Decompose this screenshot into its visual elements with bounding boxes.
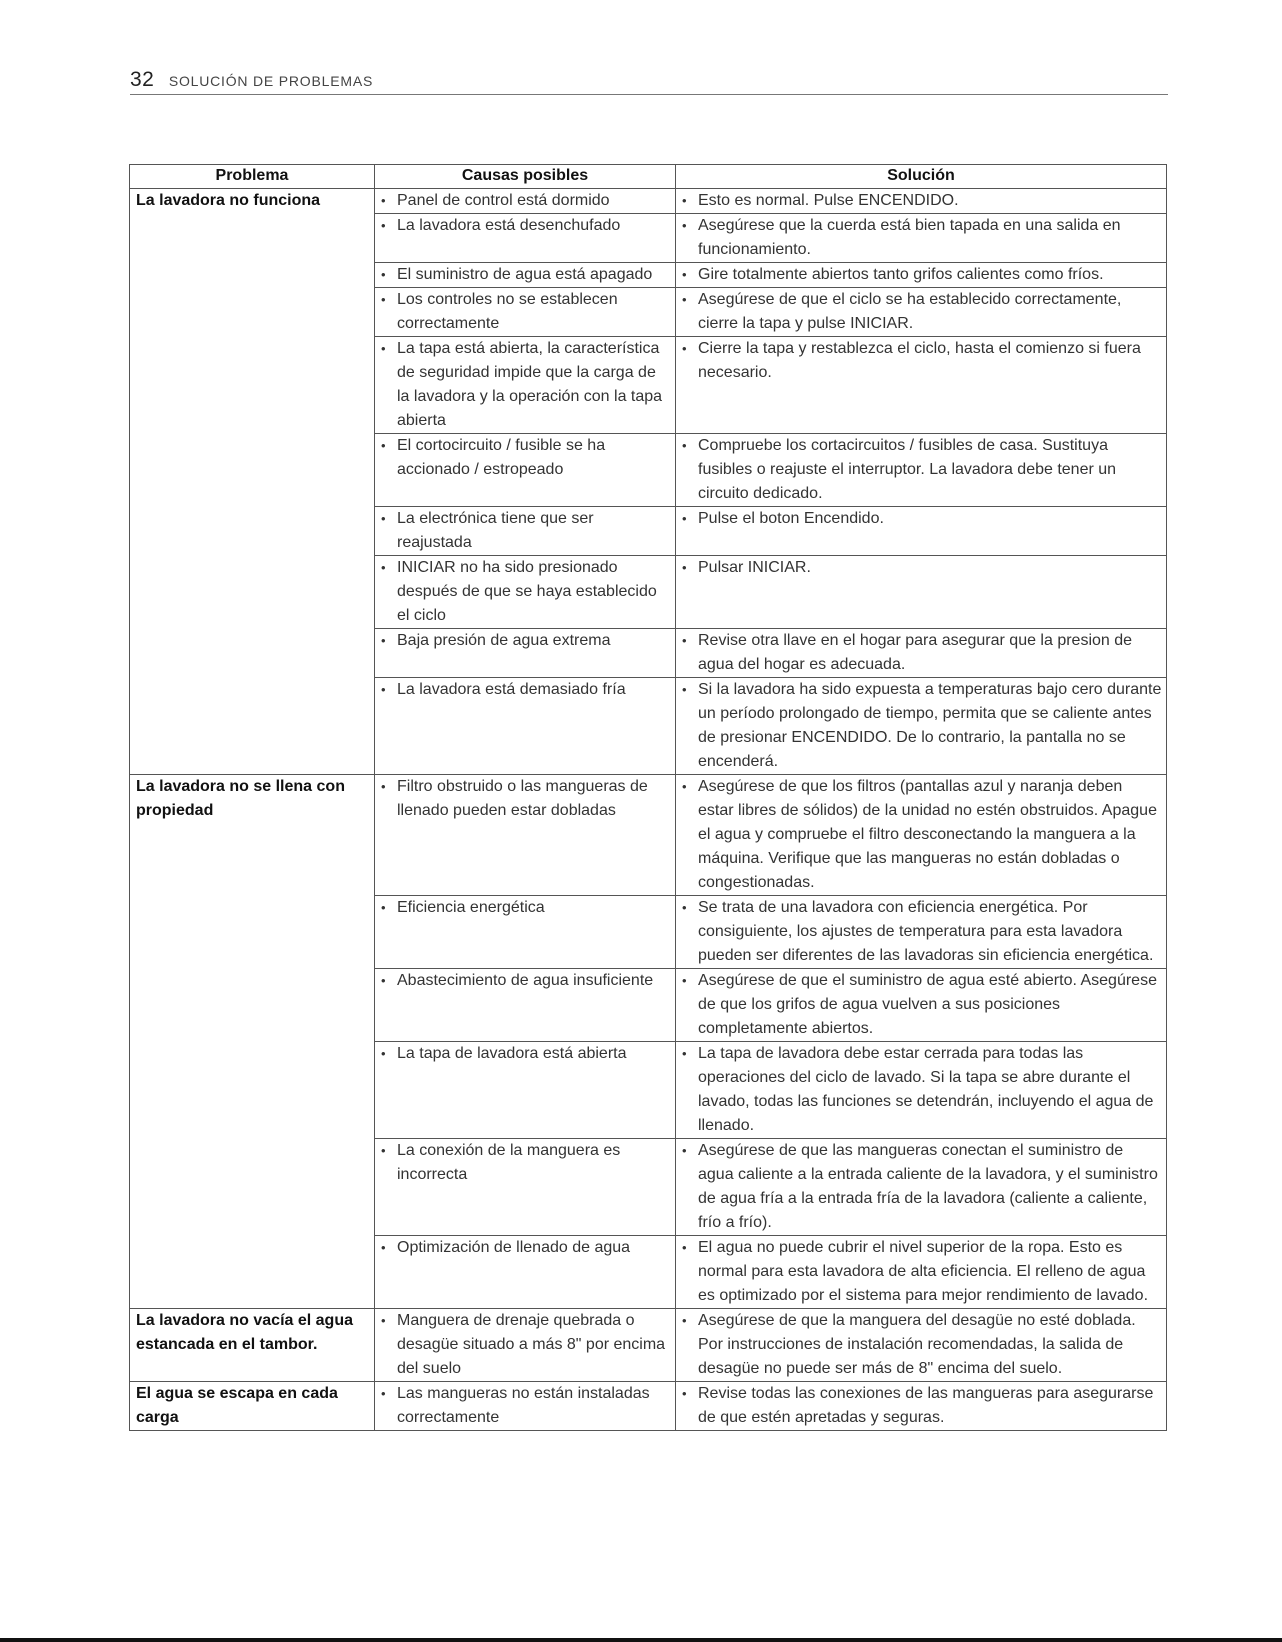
table-header-row (130, 165, 1167, 189)
bullet-icon: • (381, 1313, 386, 1328)
cause-text: La electrónica tiene que ser reajustada (397, 510, 594, 551)
bullet-icon: • (381, 1046, 386, 1061)
cause-cell (375, 263, 676, 288)
bullet-icon: • (381, 218, 386, 233)
bullet-icon: • (381, 779, 386, 794)
solution-text: Pulse el boton Encendido. (698, 510, 884, 527)
bullet-icon: • (381, 1240, 386, 1255)
solution-text: Se trata de una lavadora con eficiencia energética. Por consiguiente, los ajustes de temperatura para esta lavadora pueden ser diferentes de las lavadoras sin eficiencia energética. (698, 899, 1154, 964)
solution-cell (676, 1042, 1167, 1139)
solution-text: Asegúrese de que el suministro de agua esté abierto. Asegúrese de que los grifos de agua vuelven a sus posiciones completamente abiertos. (698, 972, 1157, 1037)
problem-cell: La lavadora no vacía el agua estancada en el tambor. (130, 1309, 375, 1382)
cause-text: Baja presión de agua extrema (397, 632, 611, 649)
bullet-icon: • (381, 292, 386, 307)
cause-text: Panel de control está dormido (397, 192, 610, 209)
cause-cell (375, 969, 676, 1042)
table-row (130, 189, 1167, 214)
cause-text: La conexión de la manguera es incorrecta (397, 1142, 621, 1183)
bullet-icon: • (682, 1386, 687, 1401)
solution-text: Revise todas las conexiones de las mangueras para asegurarse de que estén apretadas y seguras. (698, 1385, 1154, 1426)
section-title: SOLUCIÓN DE PROBLEMAS (168, 73, 374, 89)
cause-cell (375, 1236, 676, 1309)
table-body (130, 189, 1167, 1431)
cause-text: Manguera de drenaje quebrada o desagüe situado a más 8" por encima del suelo (397, 1312, 666, 1377)
bullet-icon: • (381, 560, 386, 575)
solution-text: Pulsar INICIAR. (698, 559, 811, 576)
bullet-icon: • (682, 1046, 687, 1061)
column-header-problem: Problema (130, 165, 375, 189)
solution-cell (676, 189, 1167, 214)
solution-text: Asegúrese de que los filtros (pantallas azul y naranja deben estar libres de sólidos) de la unidad no estén obstruidos. Apague el agua y compruebe el filtro desconectando la manguera a la máquina. Verifique que las mangueras no están dobladas o congestionadas. (698, 778, 1157, 891)
solution-cell (676, 678, 1167, 775)
cause-text: La tapa de lavadora está abierta (397, 1045, 627, 1062)
bullet-icon: • (381, 682, 386, 697)
solution-text: El agua no puede cubrir el nivel superior de la ropa. Esto es normal para esta lavadora de alta eficiencia. El relleno de agua es optimizado por el sistema para mejor rendimiento de lavado. (698, 1239, 1149, 1304)
bullet-icon: • (381, 1143, 386, 1158)
solution-text: La tapa de lavadora debe estar cerrada para todas las operaciones del ciclo de lavado. Si la tapa se abre durante el lavado, todas las funciones se detendrán, incluyendo el agua de llenado. (698, 1045, 1154, 1134)
bullet-icon: • (381, 267, 386, 282)
solution-cell (676, 434, 1167, 507)
solution-cell (676, 288, 1167, 337)
solution-cell (676, 1309, 1167, 1382)
problem-cell: La lavadora no funciona (130, 189, 375, 775)
bullet-icon: • (682, 900, 687, 915)
cause-text: La lavadora está demasiado fría (397, 681, 626, 698)
bullet-icon: • (682, 1143, 687, 1158)
solution-text: Asegúrese de que el ciclo se ha establecido correctamente, cierre la tapa y pulse INICIAR. (698, 291, 1122, 332)
bullet-icon: • (682, 779, 687, 794)
table-row (130, 1309, 1167, 1382)
bullet-icon: • (682, 438, 687, 453)
solution-text: Asegúrese de que la manguera del desagüe no esté doblada. Por instrucciones de instalación recomendadas, la salida de desagüe no puede ser más de 8" encima del suelo. (698, 1312, 1136, 1377)
solution-text: Compruebe los cortacircuitos / fusibles de casa. Sustituya fusibles o reajuste el interruptor. La lavadora debe tener un circuito dedicado. (698, 437, 1117, 502)
solution-text: Asegúrese de que las mangueras conectan el suministro de agua caliente a la entrada caliente de la lavadora, y el suministro de agua fría a la entrada fría de la lavadora (caliente a caliente, frío a frío). (698, 1142, 1158, 1231)
solution-text: Cierre la tapa y restablezca el ciclo, hasta el comienzo si fuera necesario. (698, 340, 1141, 381)
bullet-icon: • (682, 633, 687, 648)
troubleshooting-table (129, 164, 1167, 1431)
cause-cell (375, 775, 676, 896)
problem-cell: El agua se escapa en cada carga (130, 1382, 375, 1431)
column-header-causes: Causas posibles (375, 165, 676, 189)
bullet-icon: • (682, 1240, 687, 1255)
page-header (130, 68, 1168, 95)
bullet-icon: • (381, 973, 386, 988)
bullet-icon: • (682, 560, 687, 575)
cause-text: Filtro obstruido o las mangueras de llenado pueden estar dobladas (397, 778, 648, 819)
cause-text: El suministro de agua está apagado (397, 266, 653, 283)
cause-text: La lavadora está desenchufado (397, 217, 621, 234)
bullet-icon: • (682, 292, 687, 307)
solution-cell (676, 1382, 1167, 1431)
cause-cell (375, 1309, 676, 1382)
cause-text: Los controles no se establecen correctamente (397, 291, 618, 332)
cause-cell (375, 896, 676, 969)
column-header-solution: Solución (676, 165, 1167, 189)
solution-text: Esto es normal. Pulse ENCENDIDO. (698, 192, 959, 209)
cause-cell (375, 1139, 676, 1236)
solution-cell (676, 556, 1167, 629)
table-row (130, 775, 1167, 896)
cause-cell (375, 189, 676, 214)
bullet-icon: • (381, 438, 386, 453)
cause-cell (375, 1042, 676, 1139)
bullet-icon: • (381, 341, 386, 356)
cause-cell (375, 434, 676, 507)
bullet-icon: • (381, 1386, 386, 1401)
cause-text: INICIAR no ha sido presionado después de que se haya establecido el ciclo (397, 559, 657, 624)
cause-cell (375, 678, 676, 775)
solution-cell (676, 1236, 1167, 1309)
bullet-icon: • (381, 633, 386, 648)
solution-cell (676, 263, 1167, 288)
cause-cell (375, 629, 676, 678)
solution-cell (676, 1139, 1167, 1236)
bullet-icon: • (682, 267, 687, 282)
solution-text: Revise otra llave en el hogar para asegurar que la presion de agua del hogar es adecuada. (698, 632, 1133, 673)
bullet-icon: • (682, 341, 687, 356)
cause-text: El cortocircuito / fusible se ha accionado / estropeado (397, 437, 606, 478)
solution-text: Gire totalmente abiertos tanto grifos calientes como fríos. (698, 266, 1104, 283)
bullet-icon: • (682, 218, 687, 233)
solution-cell (676, 775, 1167, 896)
problem-cell: La lavadora no se llena con propiedad (130, 775, 375, 1309)
solution-cell (676, 507, 1167, 556)
cause-cell (375, 214, 676, 263)
cause-cell (375, 1382, 676, 1431)
bullet-icon: • (381, 900, 386, 915)
bullet-icon: • (682, 511, 687, 526)
cause-text: La tapa está abierta, la característica de seguridad impide que la carga de la lavadora y la operación con la tapa abierta (397, 340, 663, 429)
cause-text: Optimización de llenado de agua (397, 1239, 631, 1256)
cause-text: Eficiencia energética (397, 899, 545, 916)
bullet-icon: • (381, 511, 386, 526)
solution-cell (676, 337, 1167, 434)
solution-cell (676, 896, 1167, 969)
solution-text: Asegúrese que la cuerda está bien tapada en una salida en funcionamiento. (698, 217, 1121, 258)
bullet-icon: • (682, 1313, 687, 1328)
page-number: 32 (130, 68, 155, 91)
cause-cell (375, 288, 676, 337)
cause-text: Las mangueras no están instaladas correctamente (397, 1385, 650, 1426)
cause-text: Abastecimiento de agua insuficiente (397, 972, 654, 989)
solution-text: Si la lavadora ha sido expuesta a temperaturas bajo cero durante un período prolongado de tiempo, permita que se caliente antes de presionar ENCENDIDO. De lo contrario, la pantalla no se encenderá. (698, 681, 1162, 770)
cause-cell (375, 507, 676, 556)
bullet-icon: • (381, 193, 386, 208)
cause-cell (375, 556, 676, 629)
solution-cell (676, 214, 1167, 263)
bullet-icon: • (682, 682, 687, 697)
solution-cell (676, 969, 1167, 1042)
table-row (130, 1382, 1167, 1431)
cause-cell (375, 337, 676, 434)
bullet-icon: • (682, 193, 687, 208)
bottom-border (0, 1638, 1282, 1642)
solution-cell (676, 629, 1167, 678)
bullet-icon: • (682, 973, 687, 988)
